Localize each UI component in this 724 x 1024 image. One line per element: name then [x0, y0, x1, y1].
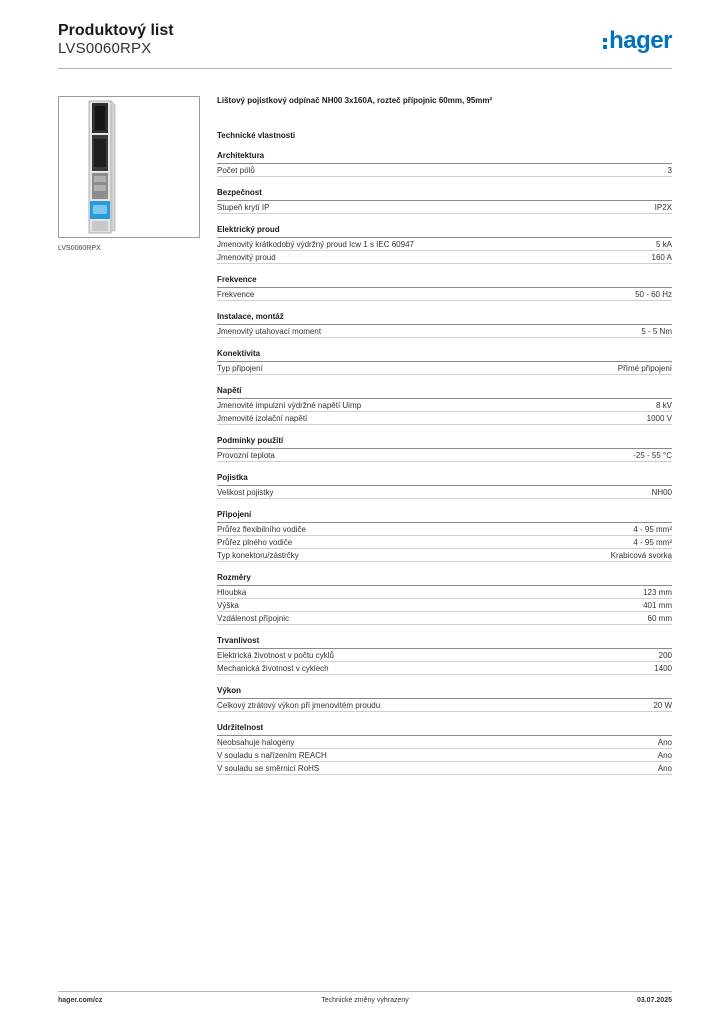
- spec-group-title: Napětí: [217, 386, 672, 399]
- spec-group: [217, 636, 672, 675]
- spec-value: 5 kA: [655, 240, 672, 249]
- spec-value: IP2X: [654, 203, 672, 212]
- spec-row: [217, 536, 672, 549]
- footer-divider: [58, 991, 672, 992]
- product-image: [58, 96, 200, 238]
- spec-value: 20 W: [653, 701, 672, 710]
- spec-row: [217, 523, 672, 536]
- spec-row: [217, 486, 672, 499]
- spec-label: Jmenovité izolační napětí: [217, 414, 308, 423]
- spec-row: [217, 649, 672, 662]
- spec-value: 160 A: [651, 253, 672, 262]
- spec-group-title: Frekvence: [217, 275, 672, 288]
- footer-website[interactable]: hager.com/cz: [58, 997, 103, 1004]
- spec-group-title: Podmínky použití: [217, 436, 672, 449]
- spec-group-title: Instalace, montáž: [217, 312, 672, 325]
- spec-value: Ano: [657, 764, 672, 773]
- spec-label: V souladu se směrnicí RoHS: [217, 764, 320, 773]
- spec-label: V souladu s nařízením REACH: [217, 751, 327, 760]
- spec-group: [217, 275, 672, 301]
- spec-group-title: Rozměry: [217, 573, 672, 586]
- spec-value: 401 mm: [643, 601, 672, 610]
- spec-row: [217, 201, 672, 214]
- spec-group-title: Elektrický proud: [217, 225, 672, 238]
- spec-label: Jmenovitý proud: [217, 253, 276, 262]
- spec-value: 1400: [654, 664, 672, 673]
- fuse-switch-icon: [59, 97, 199, 237]
- footer-note: Technické změny vyhrazeny: [321, 997, 409, 1004]
- spec-value: Krabicová svorka: [610, 551, 672, 560]
- logo-dots-icon: [603, 38, 607, 49]
- section-title: Technické vlastnosti: [217, 131, 296, 140]
- spec-group: [217, 436, 672, 462]
- spec-row: [217, 238, 672, 251]
- spec-label: Velikost pojistky: [217, 488, 274, 497]
- spec-value: 5 - 5 Nm: [641, 327, 672, 336]
- spec-group-title: Konektivita: [217, 349, 672, 362]
- spec-group: [217, 510, 672, 562]
- spec-label: Stupeň krytí IP: [217, 203, 270, 212]
- spec-group-title: Trvanlivost: [217, 636, 672, 649]
- spec-group: [217, 225, 672, 264]
- spec-label: Mechanická životnost v cyklech: [217, 664, 329, 673]
- spec-value: -25 - 55 °C: [633, 451, 672, 460]
- spec-row: [217, 736, 672, 749]
- spec-group: [217, 386, 672, 425]
- spec-value: 4 - 95 mm²: [633, 525, 672, 534]
- spec-value: 1000 V: [646, 414, 672, 423]
- spec-label: Celkový ztrátový výkon při jmenovitém proudu: [217, 701, 381, 710]
- spec-label: Jmenovitý krátkodobý výdržný proud Icw 1 s IEC 60947: [217, 240, 414, 249]
- spec-group: [217, 188, 672, 214]
- spec-groups: [217, 151, 672, 775]
- spec-label: Provozní teplota: [217, 451, 275, 460]
- footer-date: 03.07.2025: [636, 997, 672, 1004]
- spec-label: Vzdálenost přípojnic: [217, 614, 290, 623]
- spec-value: Přímé připojení: [617, 364, 672, 373]
- spec-row: [217, 288, 672, 301]
- product-description: Lištový pojistkový odpínač NH00 3x160A, rozteč přípojnic 60mm, 95mm²: [217, 96, 493, 105]
- spec-row: [217, 749, 672, 762]
- spec-group: [217, 151, 672, 177]
- spec-value: 200: [658, 651, 672, 660]
- spec-row: [217, 399, 672, 412]
- hager-logo: [603, 28, 672, 54]
- spec-row: [217, 762, 672, 775]
- logo-text: hager: [609, 27, 672, 54]
- spec-label: Počet pólů: [217, 166, 255, 175]
- spec-group-title: Připojení: [217, 510, 672, 523]
- page-header: [58, 22, 174, 58]
- spec-row: [217, 662, 672, 675]
- product-code: LVS0060RPX: [58, 40, 152, 57]
- spec-group-title: Architektura: [217, 151, 672, 164]
- spec-value: NH00: [651, 488, 672, 497]
- spec-value: 3: [667, 166, 672, 175]
- spec-value: Ano: [657, 738, 672, 747]
- spec-label: Typ připojení: [217, 364, 263, 373]
- spec-row: [217, 362, 672, 375]
- spec-label: Průřez flexibilního vodiče: [217, 525, 306, 534]
- spec-row: [217, 699, 672, 712]
- spec-group: [217, 686, 672, 712]
- spec-value: 60 mm: [647, 614, 672, 623]
- spec-row: [217, 449, 672, 462]
- spec-row: [217, 164, 672, 177]
- spec-group-title: Pojistka: [217, 473, 672, 486]
- spec-label: Typ konektoru/zástrčky: [217, 551, 299, 560]
- spec-group: [217, 573, 672, 625]
- page-title: Produktový list: [58, 22, 174, 39]
- spec-row: [217, 549, 672, 562]
- spec-row: [217, 612, 672, 625]
- spec-group-title: Udržitelnost: [217, 723, 672, 736]
- spec-value: 8 kV: [655, 401, 672, 410]
- spec-label: Výška: [217, 601, 239, 610]
- spec-value: 4 - 95 mm²: [633, 538, 672, 547]
- spec-row: [217, 586, 672, 599]
- spec-value: 50 - 60 Hz: [635, 290, 672, 299]
- spec-value: Ano: [657, 751, 672, 760]
- spec-label: Hloubka: [217, 588, 247, 597]
- spec-value: 123 mm: [643, 588, 672, 597]
- spec-label: Jmenovité impulzní výdržné napětí Uimp: [217, 401, 362, 410]
- spec-row: [217, 412, 672, 425]
- spec-row: [217, 325, 672, 338]
- spec-group-title: Bezpečnost: [217, 188, 672, 201]
- spec-group: [217, 349, 672, 375]
- spec-label: Neobsahuje halogeny: [217, 738, 295, 747]
- spec-label: Průřez plného vodiče: [217, 538, 293, 547]
- header-divider: [58, 68, 672, 69]
- spec-group: [217, 723, 672, 775]
- spec-label: Frekvence: [217, 290, 255, 299]
- spec-row: [217, 599, 672, 612]
- spec-label: Jmenovitý utahovací moment: [217, 327, 322, 336]
- spec-label: Elektrická životnost v počtu cyklů: [217, 651, 334, 660]
- spec-content: [217, 96, 672, 786]
- spec-group: [217, 473, 672, 499]
- spec-group-title: Výkon: [217, 686, 672, 699]
- spec-group: [217, 312, 672, 338]
- image-caption: LVS0060RPX: [58, 245, 101, 252]
- spec-row: [217, 251, 672, 264]
